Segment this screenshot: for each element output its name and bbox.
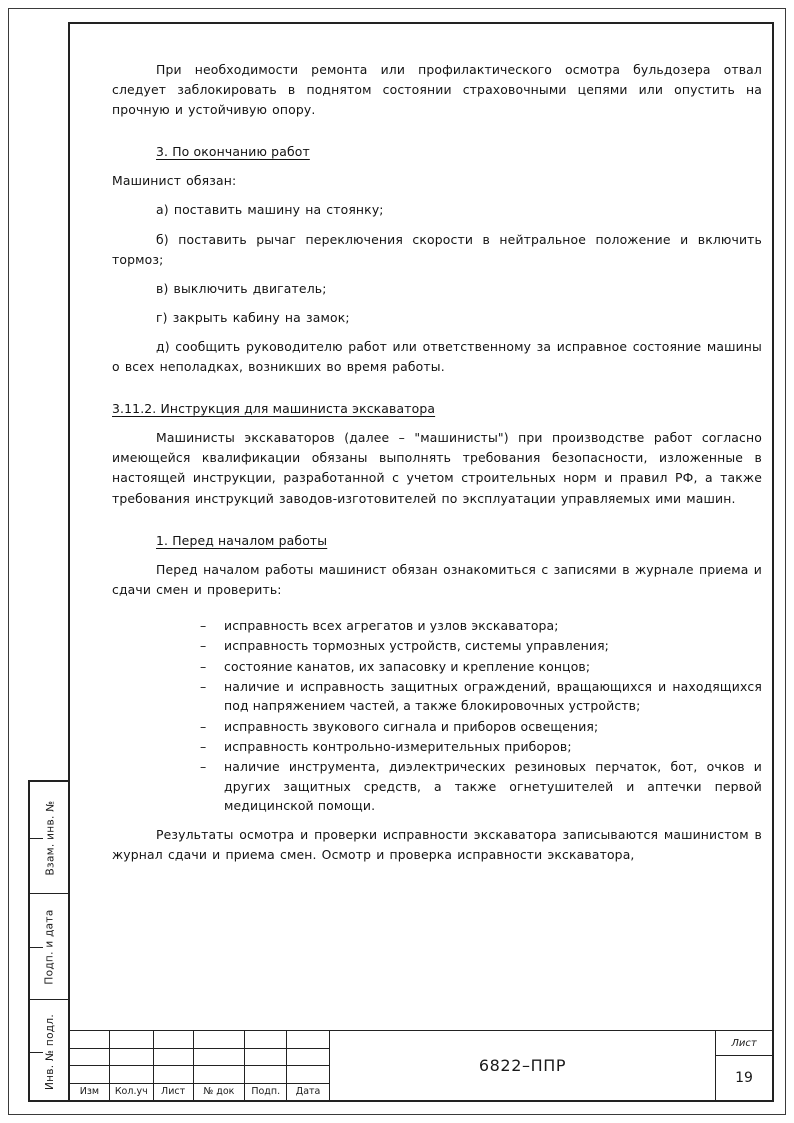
list-item: д) сообщить руководителю работ или ответственному за исправное состояние машины о всех неполадках, возникших во время работы. bbox=[112, 338, 762, 375]
document-code: 6822–ППР bbox=[330, 1031, 716, 1100]
title-block-revision-grid bbox=[70, 1031, 330, 1100]
sheet-label: Лист bbox=[716, 1031, 772, 1056]
revision-cell bbox=[287, 1066, 329, 1083]
list-item bbox=[200, 616, 762, 635]
list-item: а) поставить машину на стоянку; bbox=[156, 202, 384, 218]
spacer bbox=[112, 120, 762, 142]
spacer bbox=[112, 191, 762, 200]
list-item-text: исправность звукового сигнала и приборов освещения; bbox=[224, 718, 599, 734]
revision-row bbox=[70, 1031, 329, 1049]
revision-cell bbox=[70, 1049, 110, 1066]
dash-bullet-icon: – bbox=[200, 738, 207, 754]
list-item bbox=[200, 717, 762, 736]
revision-cell bbox=[154, 1049, 194, 1066]
revision-row bbox=[70, 1049, 329, 1067]
column-header-koluch: Кол.уч bbox=[110, 1084, 154, 1101]
spacer bbox=[112, 551, 762, 560]
revision-row bbox=[70, 1066, 329, 1084]
sheet-block bbox=[716, 1031, 772, 1100]
title-block bbox=[68, 1030, 774, 1102]
heading-before-work bbox=[112, 531, 762, 551]
side-stamp-column bbox=[28, 780, 68, 1102]
spacer bbox=[112, 816, 762, 825]
revision-cell bbox=[287, 1049, 329, 1066]
paragraph-bulldozer-blade: При необходимости ремонта или профилактического осмотра бульдозера отвал следует заблокировать в поднятом состоянии страховочными цепями или опустить на прочную и устойчивую опору. bbox=[112, 62, 762, 118]
revision-cell bbox=[110, 1049, 154, 1066]
list-item-text: наличие инструмента, диэлектрических резиновых перчаток, бот, очков и других защитных средств, а также огнетушителей и аптечки первой медицинской помощи. bbox=[224, 759, 762, 813]
heading-excavator-instruction-text: 3.11.2. Инструкция для машиниста экскаватора bbox=[112, 401, 436, 417]
revision-cell bbox=[194, 1049, 246, 1066]
dash-bullet-icon: – bbox=[200, 678, 207, 694]
list-item bbox=[200, 636, 762, 655]
list-item bbox=[200, 737, 762, 756]
column-header-nomer-dok: № док bbox=[194, 1084, 246, 1101]
spacer bbox=[112, 221, 762, 230]
heading-end-of-work bbox=[112, 142, 762, 162]
spacer bbox=[112, 328, 762, 337]
side-cell-label: Взам. инв. № bbox=[44, 800, 57, 875]
spacer bbox=[112, 162, 762, 171]
dash-bullet-icon: – bbox=[200, 617, 207, 633]
revision-cell bbox=[110, 1066, 154, 1083]
revision-cell bbox=[245, 1031, 287, 1048]
dash-bullet-icon: – bbox=[200, 718, 207, 734]
spacer bbox=[112, 419, 762, 428]
document-body bbox=[112, 60, 762, 866]
spacer bbox=[112, 600, 762, 616]
sheet-number: 19 bbox=[735, 1070, 753, 1086]
list-item: в) выключить двигатель; bbox=[156, 280, 327, 296]
heading-before-work-text: 1. Перед началом работы bbox=[156, 532, 328, 548]
paragraph-excavator-intro: Машинисты экскаваторов (далее – "машинисты") при производстве работ согласно имеющейся квалификации обязаны выполнять требования безопасности, изложенные в настоящей инструкции, разработанной с учетом строительных норм и правил РФ, а также требования инструкций заводов-изготовителей по эксплуатации управляемых ими машин. bbox=[112, 430, 762, 506]
dash-bullet-icon: – bbox=[200, 658, 207, 674]
heading-excavator-instruction bbox=[112, 399, 762, 419]
column-header-data: Дата bbox=[295, 1086, 321, 1097]
column-header-podp: Подп. bbox=[245, 1084, 287, 1101]
dash-bullet-icon: – bbox=[200, 638, 207, 654]
checklist bbox=[112, 616, 762, 815]
revision-cell bbox=[110, 1031, 154, 1048]
list-item-text: наличие и исправность защитных ограждений, вращающихся и находящихся под напряжением частей, а также блокировочных устройств; bbox=[224, 678, 762, 714]
spacer bbox=[112, 377, 762, 399]
revision-cell bbox=[287, 1031, 329, 1048]
spacer bbox=[112, 299, 762, 308]
paragraph-inspection-results: Результаты осмотра и проверки исправности экскаватора записываются машинистом в журнал сдачи и приема смен. Осмотр и проверка исправности экскаватора, bbox=[112, 827, 762, 863]
list-item bbox=[200, 657, 762, 676]
revision-cell bbox=[245, 1066, 287, 1083]
revision-header-row bbox=[70, 1084, 329, 1101]
revision-cell bbox=[245, 1049, 287, 1066]
side-tick-mark bbox=[30, 838, 43, 839]
revision-cell bbox=[70, 1066, 110, 1083]
spacer bbox=[112, 509, 762, 531]
side-tick-mark bbox=[30, 1052, 43, 1053]
column-header-list: Лист bbox=[154, 1084, 194, 1101]
list-item bbox=[200, 677, 762, 716]
column-header-izm: Изм bbox=[70, 1084, 110, 1101]
list-item: б) поставить рычаг переключения скорости в нейтральное положение и включить тормоз; bbox=[112, 231, 762, 267]
list-item-text: исправность всех агрегатов и узлов экскаватора; bbox=[224, 617, 559, 633]
revision-cell bbox=[154, 1066, 194, 1083]
lead-operator-must: Машинист обязан: bbox=[112, 173, 237, 189]
list-item-text: исправность тормозных устройств, системы управления; bbox=[224, 638, 609, 654]
revision-cell bbox=[194, 1031, 246, 1048]
dash-bullet-icon: – bbox=[200, 759, 207, 775]
revision-cell bbox=[70, 1031, 110, 1048]
list-item-text: состояние канатов, их запасовку и крепление концов; bbox=[224, 658, 591, 674]
heading-end-of-work-text: 3. По окончанию работ bbox=[156, 144, 310, 160]
side-cell-label: Инв. № подл. bbox=[44, 1013, 57, 1091]
side-cell-label: Подп. и дата bbox=[44, 908, 57, 985]
list-item: г) закрыть кабину на замок; bbox=[156, 309, 350, 325]
spacer bbox=[112, 270, 762, 279]
revision-cell bbox=[194, 1066, 246, 1083]
list-item-text: исправность контрольно-измерительных приборов; bbox=[224, 738, 572, 754]
side-tick-mark bbox=[30, 947, 43, 948]
revision-cell bbox=[154, 1031, 194, 1048]
paragraph-before-work: Перед началом работы машинист обязан ознакомиться с записями в журнале приема и сдачи смен и проверить: bbox=[112, 561, 762, 597]
list-item bbox=[200, 757, 762, 815]
